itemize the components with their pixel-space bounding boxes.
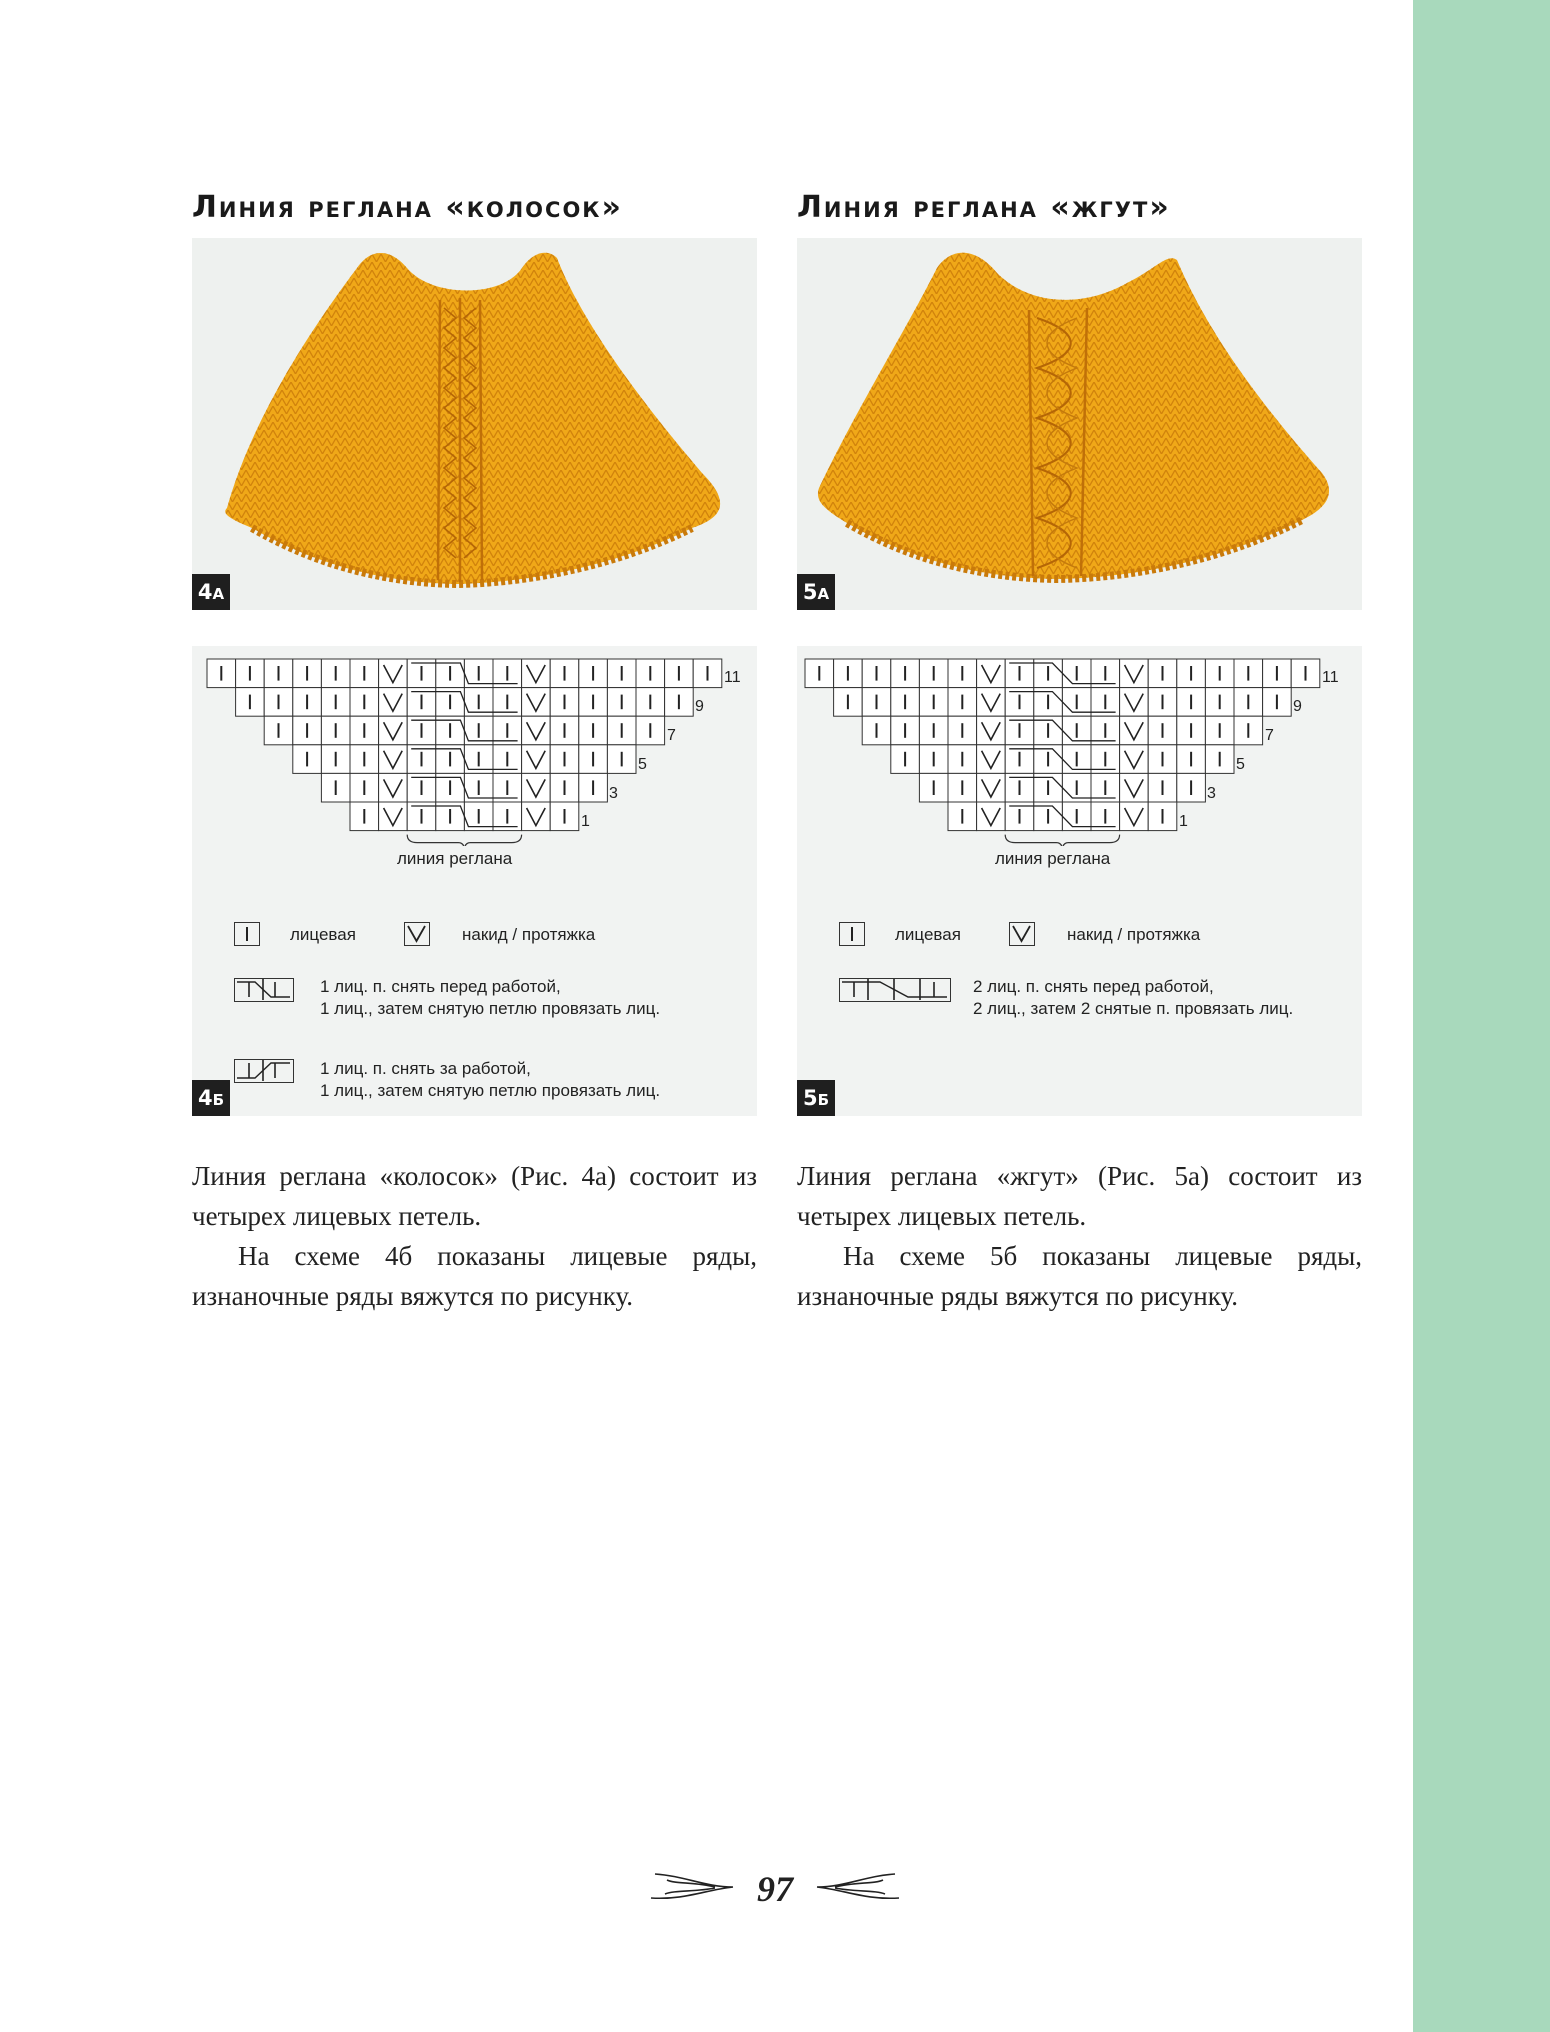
left-knit-swatch-image — [192, 238, 757, 610]
cable-text-1: 2 лиц. п. снять перед работой, — [973, 977, 1214, 996]
cable-back-symbol — [234, 1059, 294, 1083]
right-body-text — [797, 1156, 1362, 1316]
row-number-1: 1 — [581, 813, 590, 830]
right-chart-caption: линия реглана — [995, 849, 1111, 868]
right-paragraph-2: На схеме 5б показаны лицевые ряды, изнаночные ряды вяжутся по рисунку. — [797, 1241, 1362, 1311]
knit-symbol — [234, 922, 260, 946]
knit-legend-text: лицевая — [895, 925, 961, 944]
left-chart-caption: линия реглана — [397, 849, 513, 868]
cable-front-text-1: 1 лиц. п. снять перед работой, — [320, 977, 561, 996]
row-number-7: 7 — [667, 727, 676, 744]
right-column — [797, 190, 1362, 1316]
row-number-11: 11 — [1322, 669, 1339, 686]
row-number-5: 5 — [1236, 756, 1245, 773]
row-number-1: 1 — [1179, 813, 1188, 830]
left-heading: Линия реглана «колосок» — [192, 190, 623, 225]
left-chart-grid — [192, 646, 757, 846]
right-photo-label: 5а — [797, 574, 835, 610]
right-flourish-ornament — [815, 1872, 905, 1902]
left-photo-label: 4а — [192, 574, 230, 610]
left-knit-photo — [192, 238, 757, 610]
left-paragraph-1: Линия реглана «колосок» (Рис. 4а) состоит из четырех лицевых петель. — [192, 1161, 757, 1231]
row-number-9: 9 — [695, 698, 704, 715]
cable-front-symbol — [234, 978, 294, 1002]
right-knitting-chart — [797, 646, 1362, 1116]
knit-legend-text: лицевая — [290, 925, 356, 944]
yarn-over-symbol — [1009, 922, 1035, 946]
side-color-band — [1413, 0, 1550, 2032]
right-knit-photo — [797, 238, 1362, 610]
right-chart-label: 5б — [797, 1080, 835, 1116]
knit-symbol — [839, 922, 865, 946]
cable-back-text-1: 1 лиц. п. снять за работой, — [320, 1059, 531, 1078]
row-number-9: 9 — [1293, 698, 1302, 715]
right-chart-grid — [797, 646, 1362, 846]
row-number-5: 5 — [638, 756, 647, 773]
row-number-11: 11 — [724, 669, 741, 686]
row-number-3: 3 — [609, 785, 618, 802]
left-column — [192, 190, 757, 1316]
cable-text-2: 2 лиц., затем 2 снятые п. провязать лиц. — [973, 999, 1294, 1018]
row-number-7: 7 — [1265, 727, 1274, 744]
left-flourish-ornament — [645, 1872, 735, 1902]
cable-2x2-symbol — [839, 978, 951, 1002]
yarn-over-symbol — [404, 922, 430, 946]
yarn-over-legend-text: накид / протяжка — [462, 925, 596, 944]
left-knitting-chart — [192, 646, 757, 1116]
left-chart-label: 4б — [192, 1080, 230, 1116]
cable-back-text-2: 1 лиц., затем снятую петлю провязать лиц. — [320, 1081, 661, 1100]
right-knit-swatch-image — [797, 238, 1362, 610]
right-paragraph-1: Линия реглана «жгут» (Рис. 5а) состоит из четырех лицевых петель. — [797, 1161, 1362, 1231]
row-number-3: 3 — [1207, 785, 1216, 802]
left-body-text — [192, 1156, 757, 1316]
yarn-over-legend-text: накид / протяжка — [1067, 925, 1201, 944]
cable-front-text-2: 1 лиц., затем снятую петлю провязать лиц. — [320, 999, 661, 1018]
right-heading: Линия реглана «жгут» — [797, 190, 1171, 225]
left-paragraph-2: На схеме 4б показаны лицевые ряды, изнаночные ряды вяжутся по рисунку. — [192, 1241, 757, 1311]
page-number: 97 — [757, 1869, 793, 1909]
